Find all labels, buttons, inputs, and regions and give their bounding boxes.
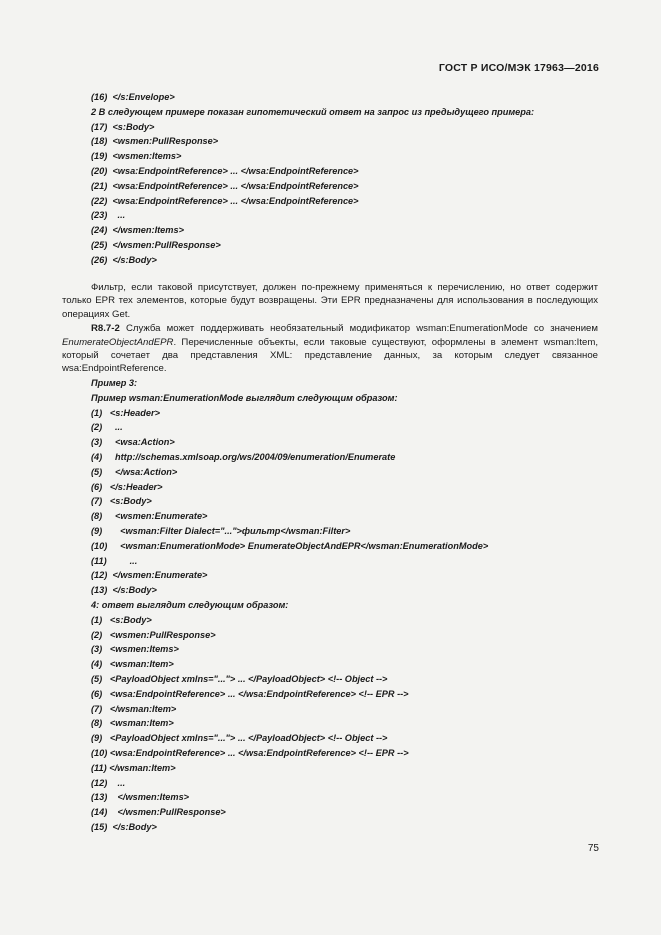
requirement-italic: EnumerateObjectAndEPR [62,336,174,348]
example-intro: Пример wsman:EnumerationMode выглядит следующим образом: [91,392,398,403]
code-line: (26) </s:Body> [91,254,157,265]
standard-header: ГОСТ Р ИСО/МЭК 17963—2016 [438,62,599,74]
requirement-label: R8.7-2 [91,323,120,335]
code-line: (19) <wsmen:Items> [91,151,182,162]
code-line: (17) <s:Body> [91,121,155,132]
requirement-text-a: Служба может поддерживать необязательный модификатор wsman:EnumerationMode со значением [119,323,598,335]
code-line: (4) <wsman:Item> [91,659,174,670]
code-line: (10) <wsa:EndpointReference> ... </wsa:EndpointReference> <!-- EPR --> [91,747,409,758]
code-line: (2) ... [91,422,123,433]
code-line: (15) </s:Body> [91,821,157,832]
code-line: (12) </wsmen:Enumerate> [91,570,208,581]
code-line: (11) </wsman:Item> [91,762,176,773]
page-number: 75 [587,843,599,854]
code-line: (23) ... [91,210,126,221]
code-line: (24) </wsmen:Items> [91,225,184,236]
code-line: (6) <wsa:EndpointReference> ... </wsa:EndpointReference> <!-- EPR --> [91,688,409,699]
code-line: (7) </wsman:Item> [91,703,177,714]
paragraph-requirement [62,322,598,376]
code-line: (5) </wsa:Action> [91,466,178,477]
example-intro: 4: ответ выглядит следующим образом: [91,600,289,610]
code-line: (3) <wsmen:Items> [91,644,179,655]
code-line: (6) </s:Header> [91,481,163,492]
code-line: (4) http://schemas.xmlsoap.org/ws/2004/09/enumeration/Enumerate [91,451,396,462]
code-line: (20) <wsa:EndpointReference> ... </wsa:EndpointReference> [91,165,359,176]
code-line: (12) ... [91,777,126,788]
code-line: (8) <wsman:Item> [91,718,174,729]
paragraph-filter: Фильтр, если таковой присутствует, должен по-прежнему применяться к перечислению, но ответ содержит только EPR тех элементов, которые будут возвращены. Эти EPR предназначены для использования в последующих операциях Get. [62,282,598,320]
code-block-response-4 [62,598,598,835]
code-line: (5) <PayloadObject xmlns="..."> ... </PayloadObject> <!-- Object --> [91,673,388,684]
code-line: (14) </wsmen:PullResponse> [91,807,226,818]
example-note: 2 В следующем примере показан гипотетический ответ на запрос из предыдущего примера: [91,106,535,117]
code-line: (13) </s:Body> [91,585,157,596]
code-line: (18) <wsmen:PullResponse> [91,136,219,147]
code-line: (3) <wsa:Action> [91,437,175,448]
code-line: (11) ... [91,555,138,566]
code-line: (7) <s:Body> [91,496,152,507]
code-line: (1) <s:Header> [91,407,160,418]
body-text [62,281,598,376]
requirement-text-b: . Перечисленные объекты, если таковые существуют, оформлены в элемент wsman:Item, который сочетает два представления XML: представление данных, за которым следует связанное wsa:EndpointReference. [62,336,598,375]
code-block-response [62,90,598,268]
code-line: (9) <PayloadObject xmlns="..."> ... </PayloadObject> <!-- Object --> [91,733,388,744]
code-line: (10) <wsman:EnumerationMode> EnumerateObjectAndEPR</wsman:EnumerationMode> [91,540,489,551]
code-line: (1) <s:Body> [91,614,152,625]
code-line: (8) <wsmen:Enumerate> [91,511,208,522]
code-line: (13) </wsmen:Items> [91,792,190,803]
code-line: (21) <wsa:EndpointReference> ... </wsa:EndpointReference> [91,180,359,191]
code-line: (16) </s:Envelope> [91,92,175,102]
code-line: (25) </wsmen:PullResponse> [91,239,221,250]
code-line: (2) <wsmen:PullResponse> [91,629,216,640]
code-line: (9) <wsman:Filter Dialect="...">фильтр</wsman:Filter> [91,525,351,536]
code-line: (22) <wsa:EndpointReference> ... </wsa:EndpointReference> [91,195,359,206]
code-block-example-3 [62,376,598,598]
example-title: Пример 3: [91,378,138,388]
